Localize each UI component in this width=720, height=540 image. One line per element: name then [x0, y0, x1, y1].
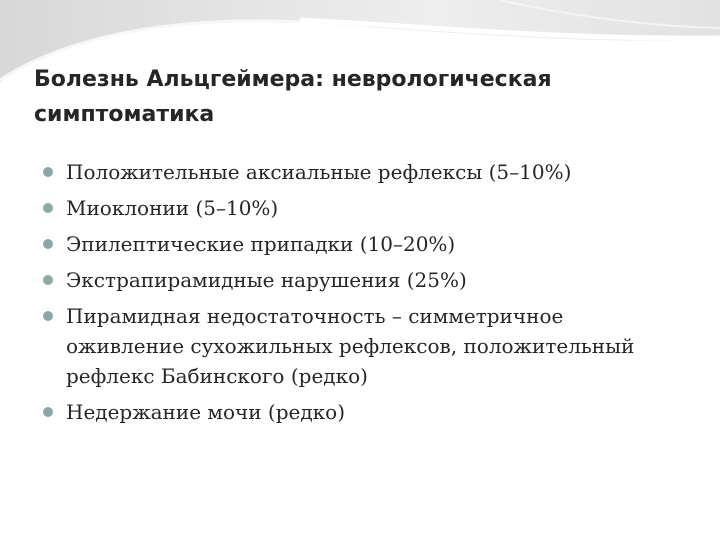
- bullet-item: [40, 397, 660, 427]
- bullet-text: Экстрапирамидные нарушения (25%): [66, 268, 467, 292]
- bullet-text: Положительные аксиальные рефлексы (5–10%): [66, 160, 572, 184]
- bullet-item: [40, 193, 660, 223]
- bullet-list: [40, 157, 660, 433]
- bullet-item: [40, 265, 660, 295]
- bullet-dot-icon: [43, 203, 53, 213]
- bullet-item: [40, 301, 660, 391]
- slide-title: Болезнь Альцгеймера: неврологическая симптоматика: [34, 67, 552, 127]
- bullet-item: [40, 157, 660, 187]
- bullet-item: [40, 229, 660, 259]
- bullet-text: Недержание мочи (редко): [66, 400, 346, 424]
- bullet-text: Эпилептические припадки (10–20%): [66, 232, 456, 256]
- bullet-dot-icon: [43, 311, 53, 321]
- bullet-dot-icon: [43, 167, 53, 177]
- bullet-dot-icon: [43, 239, 53, 249]
- bullet-text: Пирамидная недостаточность – симметричное оживление сухожильных рефлексов, положительный рефлекс Бабинского (редко): [66, 304, 635, 388]
- bullet-text: Миоклонии (5–10%): [66, 196, 279, 220]
- bullet-dot-icon: [43, 275, 53, 285]
- bullet-dot-icon: [43, 407, 53, 417]
